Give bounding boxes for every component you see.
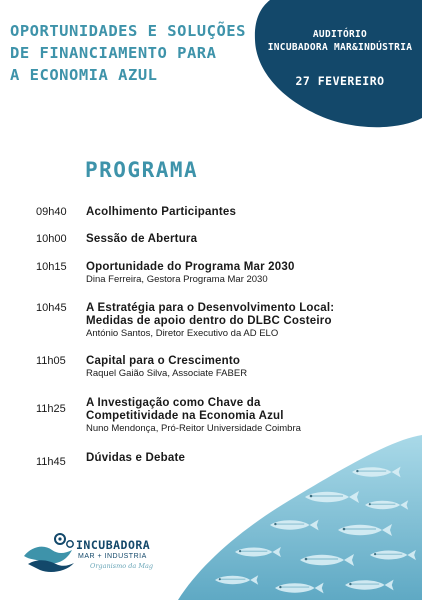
agenda-speaker: Nuno Mendonça, Pró-Reitor Universidade Coimbra xyxy=(86,423,301,434)
program-heading: PROGRAMA xyxy=(85,158,199,182)
agenda-time: 10h15 xyxy=(36,261,67,273)
agenda-speaker: António Santos, Diretor Executivo da AD ELO xyxy=(86,328,279,339)
agenda-title: A Investigação como Chave da xyxy=(86,397,261,409)
agenda-time: 10h00 xyxy=(36,233,67,245)
agenda-title: Medidas de apoio dentro do DLBC Costeiro xyxy=(86,315,332,327)
agenda-title: Dúvidas e Debate xyxy=(86,452,186,464)
logo-name: INCUBADORA xyxy=(76,538,151,552)
event-title-line: OPORTUNIDADES E SOLUÇÕES xyxy=(10,22,246,40)
agenda-title: A Estratégia para o Desenvolvimento Local: xyxy=(86,302,335,314)
event-title-line: A ECONOMIA AZUL xyxy=(10,66,158,84)
event-title-line: DE FINANCIAMENTO PARA xyxy=(10,44,217,62)
event-date: 27 FEVEREIRO xyxy=(295,74,385,88)
agenda-time: 09h40 xyxy=(36,206,67,218)
agenda-time: 11h45 xyxy=(36,456,66,468)
agenda-time: 11h05 xyxy=(36,355,66,367)
agenda-title: Oportunidade do Programa Mar 2030 xyxy=(86,261,295,273)
logo-script: Organismo da Mag xyxy=(90,562,154,570)
agenda-speaker: Dina Ferreira, Gestora Programa Mar 2030 xyxy=(86,274,268,285)
incubadora-logo xyxy=(22,528,162,578)
agenda-title: Sessão de Abertura xyxy=(86,233,198,245)
venue-line: INCUBADORA MAR&INDÚSTRIA xyxy=(267,42,413,53)
agenda-time: 10h45 xyxy=(36,302,67,314)
agenda-title: Competitividade na Economia Azul xyxy=(86,410,284,422)
logo-tagline: MAR + INDUSTRIA xyxy=(78,553,147,560)
agenda-title: Capital para o Crescimento xyxy=(86,355,241,367)
venue-line: AUDITÓRIO xyxy=(312,29,368,40)
agenda-title: Acolhimento Participantes xyxy=(86,206,237,218)
agenda-time: 11h25 xyxy=(36,403,66,415)
logo-wave-icon xyxy=(22,530,78,576)
agenda-speaker: Raquel Gaião Silva, Associate FABER xyxy=(86,368,248,379)
